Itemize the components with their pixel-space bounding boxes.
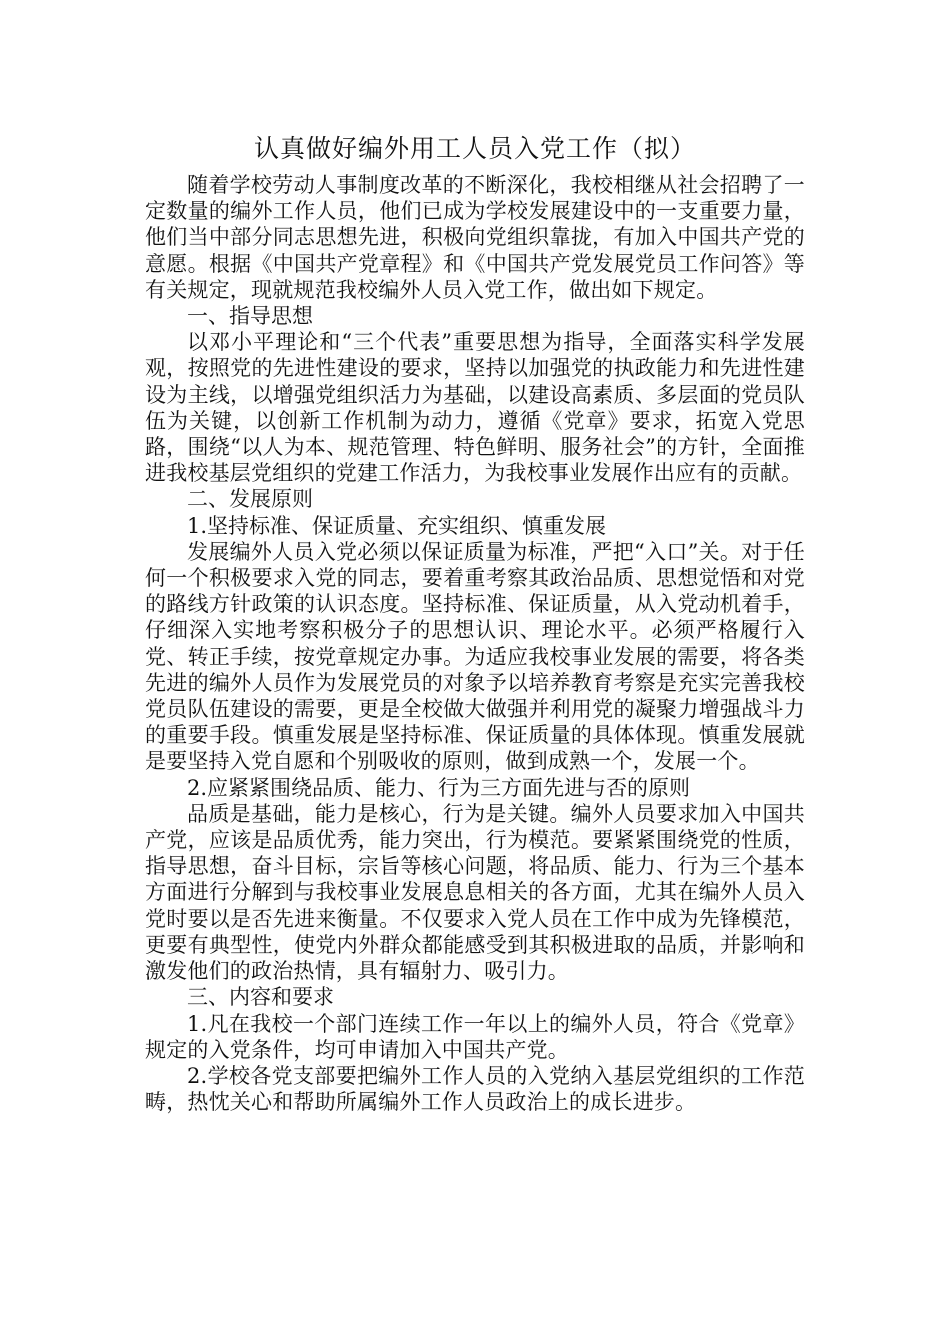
document-title: 认真做好编外用工人员入党工作（拟） <box>253 134 696 163</box>
principle-1-paragraph: 发展编外人员入党必须以保证质量为标准，严把“入口”关。对于任何一个积极要求入党的同志，要着重考察其政治品质、思想觉悟和对党的路线方针政策的认识态度。坚持标准、保证质量，从入党动机着手，仔细深入实地考察积极分子的思想认识、理论水平。必须严格履行入党、转正手续，按党章规定办事。为适应我校事业发展的需要，将各类先进的编外人员作为发展党员的对象予以培养教育考察是充实完善我校党员队伍建设的需要，更是全校做大做强并利用党的凝聚力增强战斗力的重要手段。慎重发展是坚持标准、保证质量的具体体现。慎重发展就是要坚持入党自愿和个别吸收的原则，做到成熟一个，发展一个。 <box>145 539 805 774</box>
principle-1-heading: 1.坚持标准、保证质量、充实组织、慎重发展 <box>187 513 607 538</box>
section-heading-content-requirements: 三、内容和要求 <box>187 985 334 1010</box>
intro-paragraph: 随着学校劳动人事制度改革的不断深化，我校相继从社会招聘了一定数量的编外工作人员，他们已成为学校发展建设中的一支重要力量，他们当中部分同志思想先进，积极向党组织靠拢，有加入中国共产党的意愿。根据《中国共产党章程》和《中国共产党发展党员工作问答》等有关规定，现就规范我校编外人员入党工作，做出如下规定。 <box>145 173 805 302</box>
requirement-2-paragraph: 2.学校各党支部要把编外工作人员的入党纳入基层党组织的工作范畴，热忱关心和帮助所属编外工作人员政治上的成长进步。 <box>145 1063 805 1115</box>
principle-2-paragraph: 品质是基础，能力是核心，行为是关键。编外人员要求加入中国共产党，应该是品质优秀，能力突出，行为模范。要紧紧围绕党的性质，指导思想，奋斗目标，宗旨等核心问题，将品质、能力、行为三个基本方面进行分解到与我校事业发展息息相关的各方面，尤其在编外人员入党时要以是否先进来衡量。不仅要求入党人员在工作中成为先锋模范，更要有典型性，使党内外群众都能感受到其积极进取的品质，并影响和激发他们的政治热情，具有辐射力、吸引力。 <box>145 801 805 984</box>
document-body <box>145 126 805 1115</box>
section-heading-guiding-ideology: 一、指导思想 <box>187 304 313 329</box>
guiding-ideology-paragraph: 以邓小平理论和“三个代表”重要思想为指导，全面落实科学发展观，按照党的先进性建设的要求，坚持以加强党的执政能力和先进性建设为主线，以增强党组织活力为基础，以建设高素质、多层面的党员队伍为关键，以创新工作机制为动力，遵循《党章》要求，拓宽入党思路，围绕“以人为本、规范管理、特色鲜明、服务社会”的方针，全面推进我校基层党组织的党建工作活力，为我校事业发展作出应有的贡献。 <box>145 330 805 486</box>
principle-2-heading: 2.应紧紧围绕品质、能力、行为三方面先进与否的原则 <box>187 775 691 800</box>
requirement-1-paragraph: 1.凡在我校一个部门连续工作一年以上的编外人员，符合《党章》规定的入党条件，均可申请加入中国共产党。 <box>145 1011 805 1062</box>
section-heading-development-principles: 二、发展原则 <box>187 487 313 512</box>
